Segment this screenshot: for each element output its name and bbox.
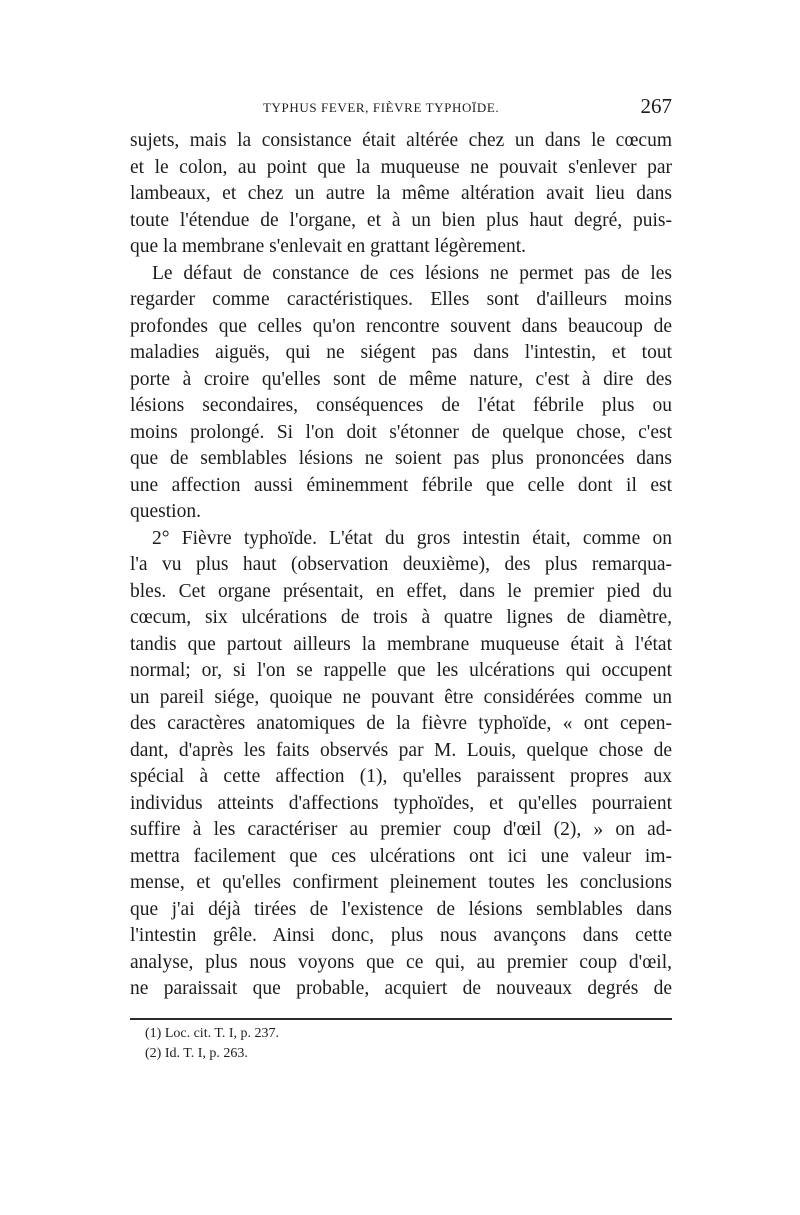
- text-line: et le colon, au point que la muqueuse ne pouvait s'enlever par: [130, 156, 672, 178]
- body-text: [130, 128, 672, 1003]
- text-line: analyse, plus nous voyons que ce qui, au premier coup d'œil,: [130, 951, 672, 973]
- text-line: 2° Fièvre typhoïde. L'état du gros intestin était, comme on: [152, 527, 672, 549]
- text-line: lambeaux, et chez un autre la même altération avait lieu dans: [130, 183, 672, 204]
- text-line: l'a vu plus haut (observation deuxième), des plus remarqua-: [130, 554, 672, 575]
- text-line: regarder comme caractéristiques. Elles sont d'ailleurs moins: [130, 289, 672, 310]
- text-line: que de semblables lésions ne soient pas plus prononcées dans: [130, 448, 672, 469]
- footnotes: [145, 1024, 545, 1064]
- text-line: toute l'étendue de l'organe, et à un bien plus haut degré, puis-: [130, 209, 672, 231]
- footnote: (2) Id. T. I, p. 263.: [145, 1046, 248, 1061]
- text-line: que j'ai déjà tirées de l'existence de lésions semblables dans: [130, 898, 672, 920]
- running-header: [130, 96, 672, 124]
- text-line: suffire à les caractériser au premier coup d'œil (2), » on ad-: [130, 819, 672, 840]
- footnote: (1) Loc. cit. T. I, p. 237.: [145, 1026, 280, 1041]
- text-line: dant, d'après les faits observés par M. Louis, quelque chose de: [130, 739, 672, 761]
- text-line: sujets, mais la consistance était altérée chez un dans le cœcum: [130, 130, 672, 151]
- text-line: porte à croire qu'elles sont de même nature, c'est à dire des: [130, 368, 672, 390]
- text-line: mettra facilement que ces ulcérations ont ici une valeur im-: [130, 845, 672, 867]
- text-line: tandis que partout ailleurs la membrane muqueuse était à l'état: [130, 633, 672, 655]
- text-line: cœcum, six ulcérations de trois à quatre lignes de diamètre,: [130, 607, 672, 628]
- text-line: Le défaut de constance de ces lésions ne permet pas de les: [152, 262, 672, 284]
- text-line: normal; or, si l'on se rappelle que les ulcérations qui occupent: [130, 660, 672, 681]
- text-line: bles. Cet organe présentait, en effet, dans le premier pied du: [130, 580, 672, 602]
- text-line: individus atteints d'affections typhoïdes, et qu'elles pourraient: [130, 792, 672, 814]
- footnote-rule: [130, 1018, 672, 1020]
- text-line: ne paraissait que probable, acquiert de nouveaux degrés de: [130, 978, 672, 999]
- text-line: moins prolongé. Si l'on doit s'étonner de quelque chose, c'est: [130, 421, 672, 443]
- text-line: maladies aiguës, qui ne siégent pas dans l'intestin, et tout: [130, 342, 672, 363]
- text-line: question.: [130, 501, 201, 522]
- text-line: une affection aussi éminemment fébrile que celle dont il est: [130, 474, 672, 496]
- text-line: lésions secondaires, conséquences de l'état fébrile plus ou: [130, 395, 672, 416]
- page-number: 267: [640, 94, 672, 118]
- text-line: que la membrane s'enlevait en grattant légèrement.: [130, 236, 527, 257]
- running-title: TYPHUS FEVER, FIÈVRE TYPHOÏDE.: [263, 100, 500, 115]
- text-line: spécial à cette affection (1), qu'elles paraissent propres aux: [130, 766, 672, 787]
- text-line: profondes que celles qu'on rencontre souvent dans beaucoup de: [130, 315, 672, 337]
- text-line: mense, et qu'elles confirment pleinement toutes les conclusions: [130, 872, 672, 893]
- text-line: des caractères anatomiques de la fièvre typhoïde, « ont cepen-: [130, 713, 672, 734]
- text-line: l'intestin grêle. Ainsi donc, plus nous avançons dans cette: [130, 925, 672, 946]
- text-line: un pareil siége, quoique ne pouvant être considérées comme un: [130, 686, 672, 708]
